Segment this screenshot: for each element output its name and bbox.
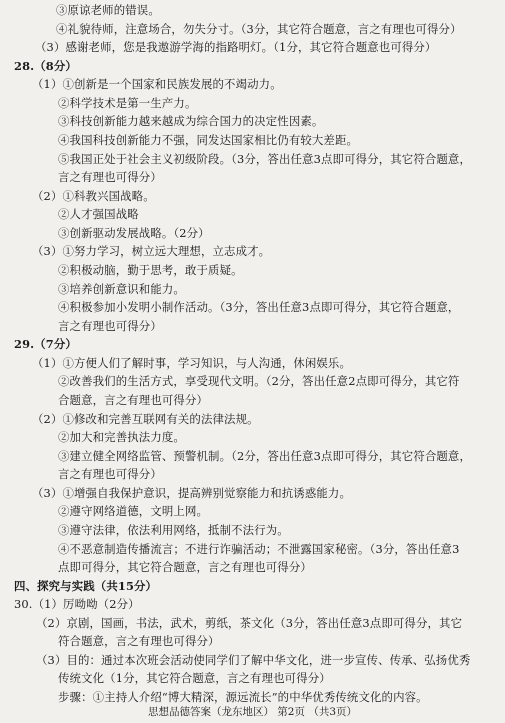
text-line: （2）①科教兴国战略。 (32, 188, 155, 203)
text-line: ③培养创新意识和能力。 (58, 281, 185, 296)
text-line: ③创新驱动发展战略。（2分） (58, 225, 210, 240)
text-line: ③建立健全网络监管、预警机制。（2分，答出任意3点即可得分，其它符合题意， (58, 448, 472, 463)
text-line: ④我国科技创新能力不强，同发达国家相比仍有较大差距。 (58, 133, 359, 147)
text-line: （3）①努力学习，树立远大理想，立志成才。 (32, 244, 271, 259)
text-line: ③原谅老师的错误。 (56, 3, 160, 17)
text-line: 言之有理也可得分） (58, 467, 162, 482)
page-footer: 思想品德答案（龙东地区） 第2页 （共3页） (147, 706, 358, 718)
text-line: （3）目的：通过本次班会活动使同学们了解中华文化，进一步宣传、传承、弘扬优秀 (36, 652, 471, 667)
text-line: ④不恶意制造传播流言；不进行诈骗活动；不泄露国家秘密。（3分，答出任意3 (58, 541, 460, 556)
text-line: ②科学技术是第一生产力。 (58, 95, 197, 110)
question-heading: 29.（7分） (14, 337, 77, 352)
text-line: ④积极参加小发明小制作活动。（3分，答出任意3点即可得分，其它符合题意， (58, 300, 460, 315)
text-line: ②遵守网络道德，文明上网。 (58, 504, 209, 519)
text-line: ②加大和完善执法力度。 (58, 430, 185, 445)
text-line: 传统文化（1分，其它符合题意，言之有理也可得分） (58, 671, 331, 686)
text-line: 符合题意，言之有理也可得分） (58, 634, 220, 649)
text-line: （1）①方便人们了解时事，学习知识，与人沟通，休闲娱乐。 (32, 355, 351, 370)
text-line: ②改善我们的生活方式，享受现代文明。（2分，答出任意2点即可得分，其它符 (58, 374, 460, 389)
text-line: ②积极动脑，勤于思考，敢于质疑。 (58, 262, 243, 277)
text-line: （1）①创新是一个国家和民族发展的不竭动力。 (32, 77, 282, 92)
text-line: ③科技创新能力越来越成为综合国力的决定性因素。 (58, 114, 324, 129)
question-heading: 28.（8分） (14, 58, 77, 73)
text-line: ③遵守法律，依法利用网络，抵制不法行为。 (58, 522, 289, 537)
text-line: 言之有理也可得分） (58, 170, 162, 185)
text-line: 步骤：①主持人介绍“博大精深，源远流长”的中华优秀传统文化的内容。 (58, 690, 428, 704)
text-line: （3）感谢老师，您是我遨游学海的指路明灯。（1分，其它符合题意也可得分） (35, 40, 437, 55)
text-line: （2）①修改和完善互联网有关的法律法规。 (32, 411, 259, 426)
text-line: （3）①增强自我保护意识，提高辨别觉察能力和抗诱惑能力。 (32, 485, 351, 500)
text-line: ⑤我国正处于社会主义初级阶段。（3分，答出任意3点即可得分，其它符合题意， (58, 151, 472, 166)
text-line: ④礼貌待师，注意场合，勿失分寸。（3分，其它符合题意，言之有理也可得分） (56, 21, 462, 36)
section-heading: 四、探究与实践（共15分） (14, 578, 158, 593)
text-line: 合题意，言之有理也可得分） (58, 392, 209, 407)
text-line: ②人才强国战略 (58, 207, 139, 222)
text-line: （2）京剧，国画，书法，武术，剪纸，茶文化（3分，答出任意3点即可得分，其它 (36, 615, 463, 630)
text-line: 言之有理也可得分） (58, 318, 162, 333)
question-heading: 30.（1）厉呦呦（2分） (14, 597, 140, 612)
text-line: 点即可得分，其它符合题意，言之有理也可得分） (58, 560, 312, 574)
